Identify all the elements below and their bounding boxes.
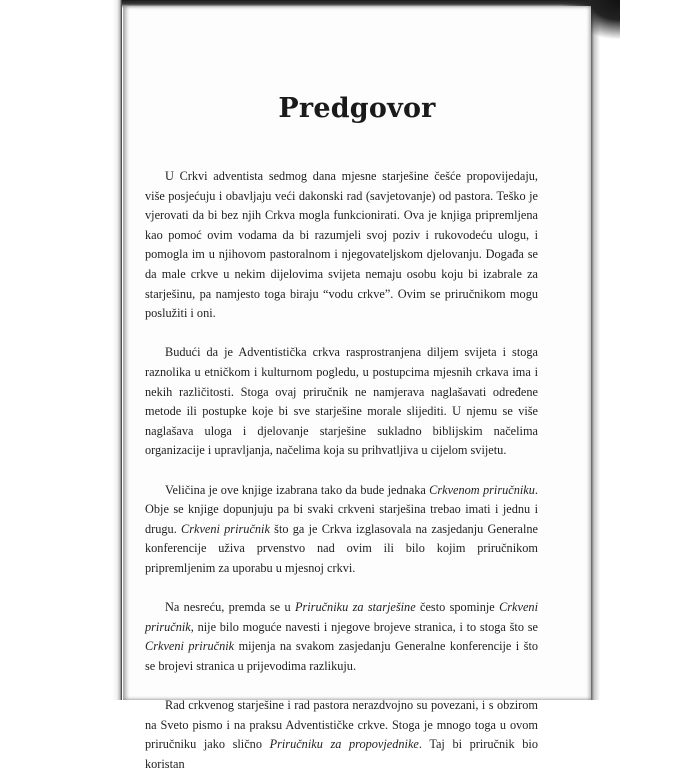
paragraph-text: često spominje bbox=[415, 600, 500, 615]
paragraph-text: , nije bilo moguće navesti i njegove brojeve stranica, i to stoga što se bbox=[190, 619, 538, 634]
book-title-italic: Crkveni priručnik bbox=[145, 600, 538, 634]
paragraph-3 bbox=[145, 481, 538, 579]
book-title-italic: Priručniku za propovjednike bbox=[269, 737, 419, 752]
page-edge-shadow-right bbox=[590, 0, 700, 700]
paragraph-text: Budući da je Adventistička crkva rasprostranjena diljem svijeta i stoga raznolika u etničkom i kulturnom pogledu, u postupcima mjesnih crkava ima i nekih različitosti. Stoga ovaj priručnik ne namjerava naglašavati određene metode ili postupke koje bi sve starješine morale slijediti. U njemu se više naglašava uloga i djelovanje starješine sukladno biblijskim načelima organizacije i upravljanja, načelima koja su prihvatljiva u cijelom svijetu. bbox=[145, 345, 538, 458]
paragraph-text: što ga je Crkva izglasovala na zasjedanju Generalne konferencije uživa prvenstvo nad ovim ili bilo kojim priručnikom pripremljenim za uporabu u mjesnoj crkvi. bbox=[145, 521, 539, 575]
book-title-italic: Crkvenom priručniku bbox=[429, 482, 535, 497]
paragraph-text: . Obje se knjige dopunjuju pa bi svaki crkveni starješina trebao imati i jednu i drugu. bbox=[145, 482, 538, 536]
book-spine-shadow bbox=[0, 0, 122, 700]
book-title-italic: Crkveni priručnik bbox=[145, 639, 235, 654]
body-text bbox=[145, 167, 538, 774]
paragraph-text: . Taj bi priručnik bio koristan bbox=[145, 737, 539, 771]
paragraph-5 bbox=[145, 696, 538, 774]
paragraph-text: U Crkvi adventista sedmog dana mjesne starješine češće propovijedaju, više posjećuju i obavljaju veći dakonski rad (savjetovanje) od pastora. Teško je vjerovati da bi bez njih Crkva mogla funkcionirati. Ova je knjiga pripremljena kao pomoć ovim vodama da bi razumjeli svoj poziv i rukovodeću ulogu, i pomogla im u njihovom pastoralnom i njegovateljskom djelovanju. Događa se da male crkve u nekim dijelovima svijeta nemaju osobu koju bi izabrale za starješinu, pa namjesto toga biraju “vodu crkve”. Ovim se priručnikom mogu poslužiti i oni. bbox=[145, 169, 538, 321]
book-page bbox=[123, 6, 591, 771]
paragraph-text: Veličina je ove knjige izabrana tako da bude jednaka bbox=[165, 482, 430, 497]
book-title-italic: Priručniku za starješine bbox=[294, 600, 416, 615]
page-title: Predgovor bbox=[278, 93, 436, 124]
paragraph-1 bbox=[145, 167, 538, 324]
paragraph-2 bbox=[145, 343, 538, 461]
paragraph-text: mijenja na svakom zasjedanju Generalne konferencije i što se brojevi stranica u prijevodima razlikuju. bbox=[145, 639, 539, 673]
paragraph-text: Na nesreću, premda se u bbox=[165, 600, 295, 615]
book-title-italic: Crkveni priručnik bbox=[181, 521, 270, 536]
paragraph-4 bbox=[145, 598, 538, 676]
paragraph-text: Rad crkvenog starješine i rad pastora nerazdvojno su povezani, i s obzirom na Sveto pismo i na praksu Adventističke crkve. Stoga je mnogo toga u ovom priručniku jako slično bbox=[145, 698, 538, 752]
